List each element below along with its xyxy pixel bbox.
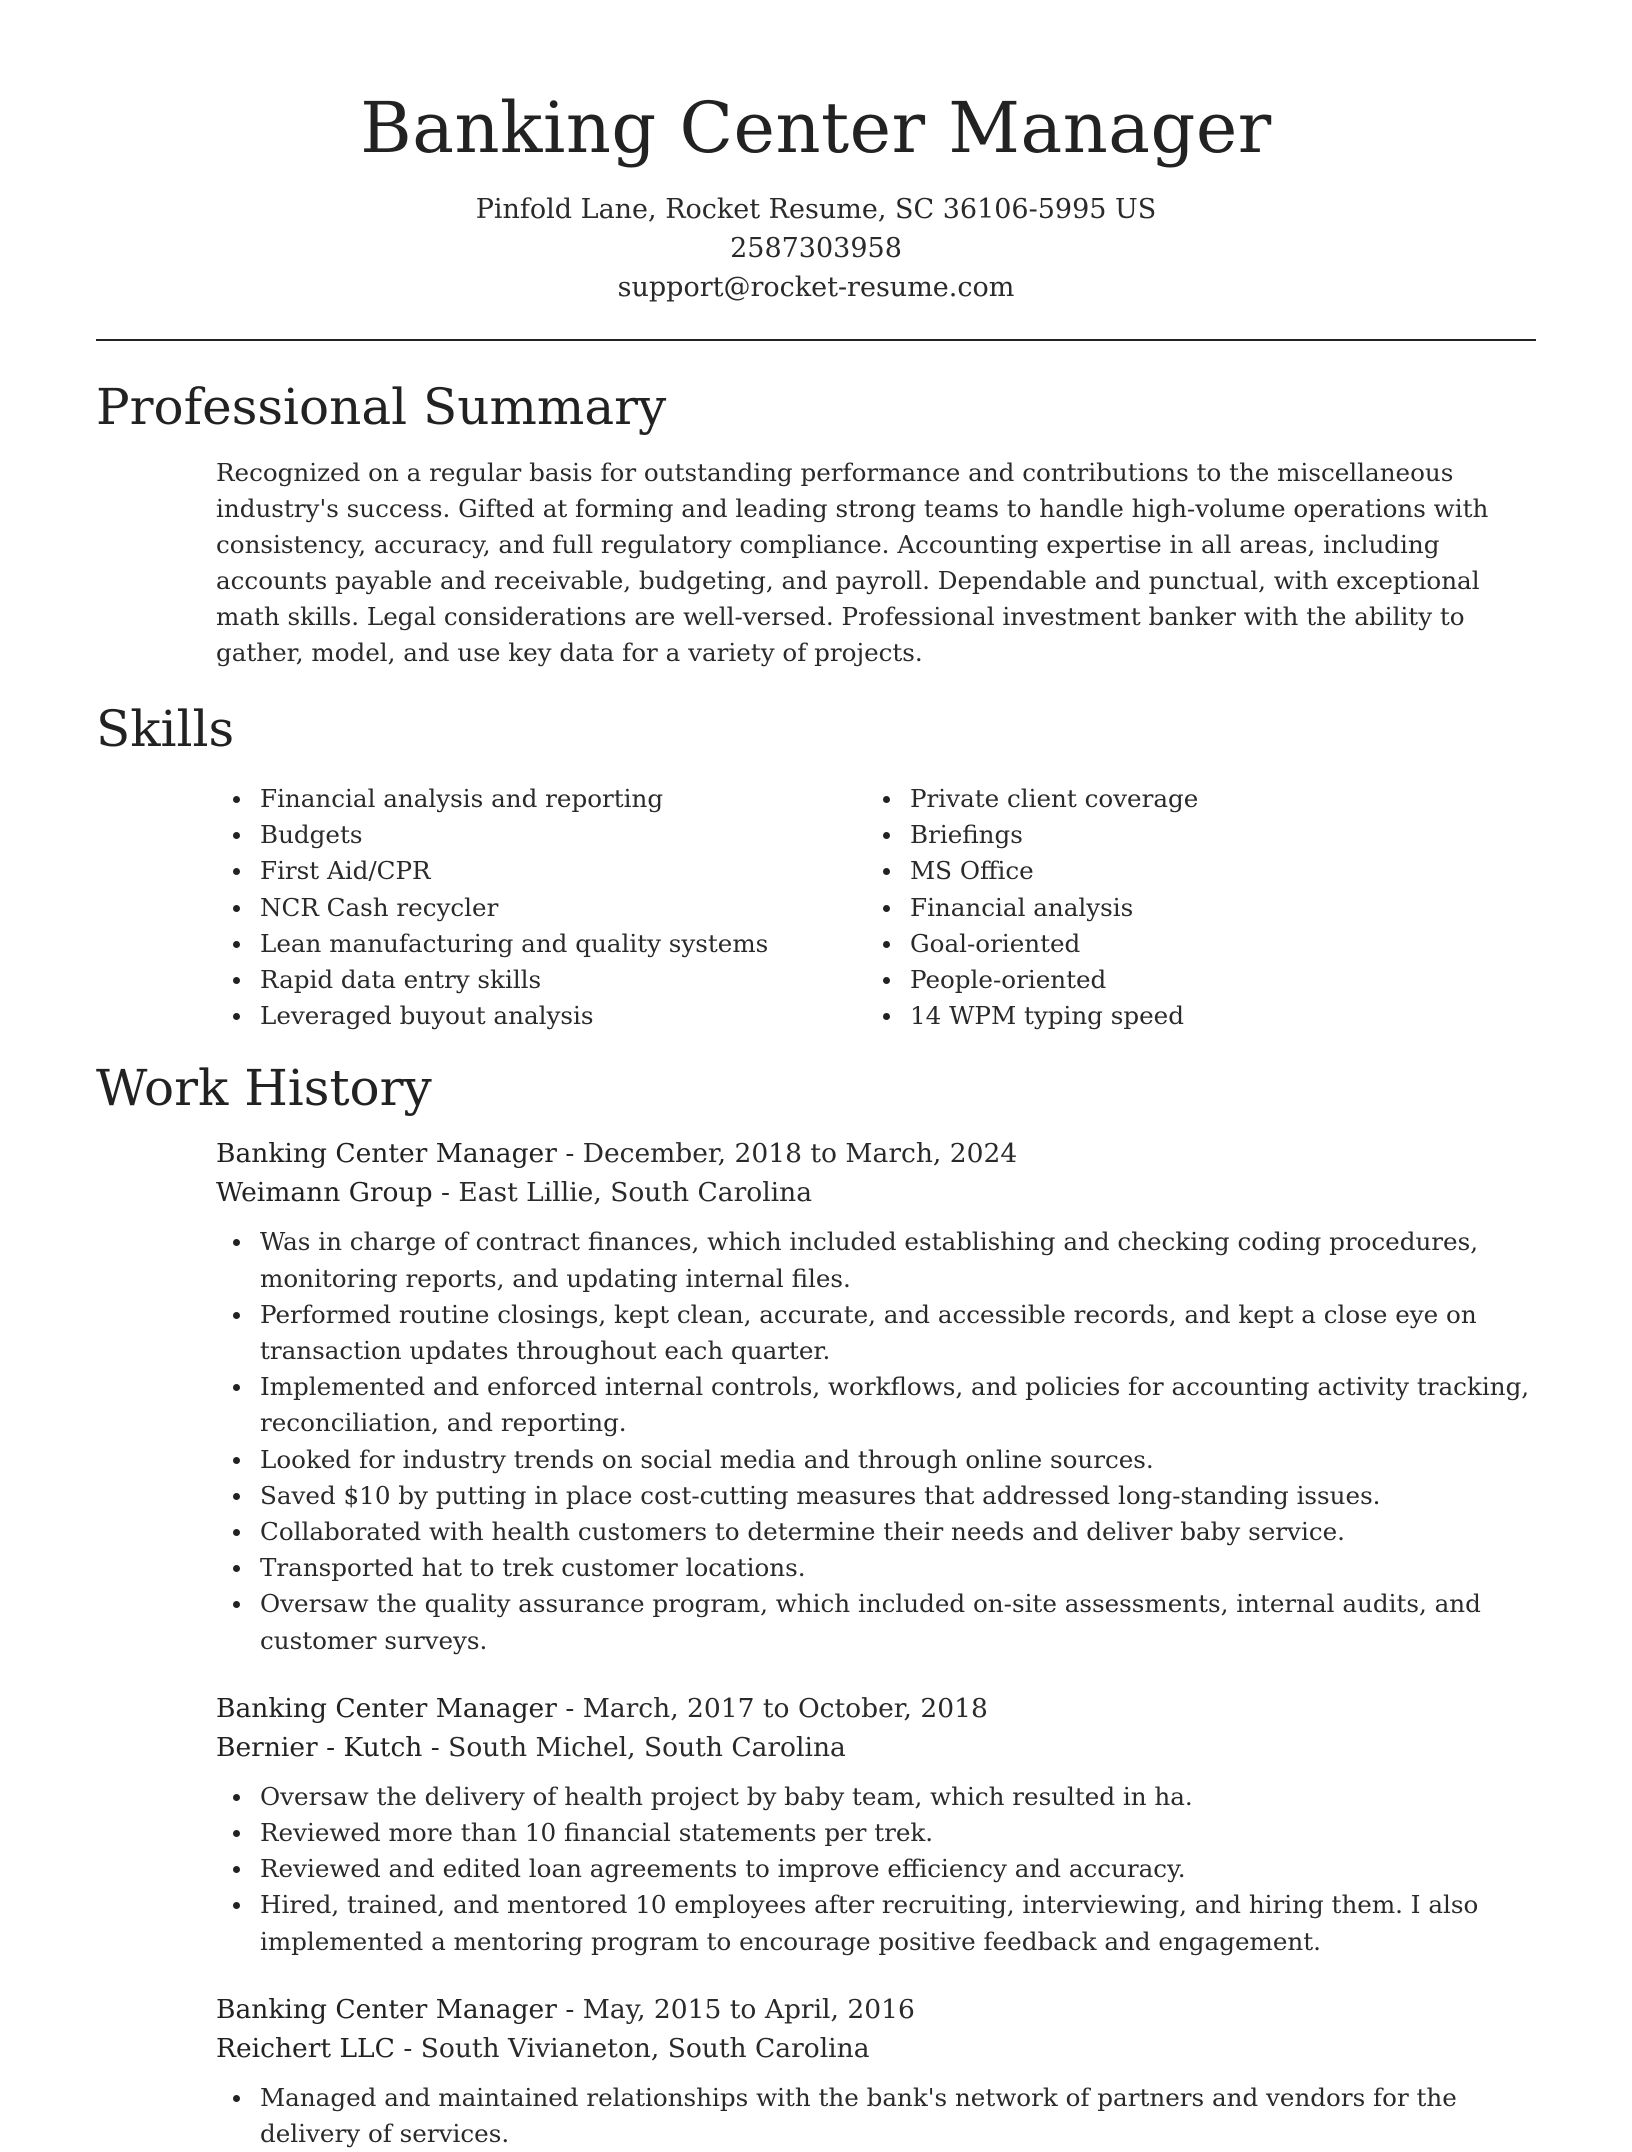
skills-column-left <box>216 781 866 1034</box>
job-bullets <box>216 1779 1536 1960</box>
contact-address: Pinfold Lane, Rocket Resume, SC 36106-5995 US <box>475 194 1157 225</box>
skill-item: Goal-oriented <box>866 926 1516 962</box>
job-title: Banking Center Manager <box>216 1692 557 1724</box>
job-title: Banking Center Manager <box>216 1993 557 2025</box>
job-bullet: Performed routine closings, kept clean, accurate, and accessible records, and kept a close eye on transaction updates throughout each quarter. <box>216 1297 1536 1369</box>
job-company-line <box>216 2029 1536 2068</box>
job-company: Weimann Group <box>216 1177 433 1209</box>
job-entry <box>216 1134 1536 1658</box>
job-bullet: Reviewed and edited loan agreements to improve efficiency and accuracy. <box>216 1851 1536 1887</box>
job-title: Banking Center Manager <box>216 1138 557 1170</box>
skills-heading: Skills <box>96 700 235 758</box>
resume-name: Banking Center Manager <box>360 87 1272 169</box>
job-title-line <box>216 1990 1536 2029</box>
skill-item: Budgets <box>216 817 866 853</box>
skill-item: Briefings <box>866 817 1516 853</box>
skills-column-right <box>866 781 1516 1034</box>
job-company-line <box>216 1728 1536 1767</box>
job-location: - East Lillie, South Carolina <box>432 1177 813 1209</box>
contact-block <box>96 190 1536 307</box>
summary-heading: Professional Summary <box>96 378 667 436</box>
job-bullets <box>216 1224 1536 1658</box>
job-bullets <box>216 2080 1536 2152</box>
skill-item: Rapid data entry skills <box>216 962 866 998</box>
job-entry <box>216 1990 1536 2152</box>
job-company: Bernier - Kutch <box>216 1731 423 1763</box>
skill-item: 14 WPM typing speed <box>866 998 1516 1034</box>
job-bullet: Managed and maintained relationships with the bank's network of partners and vendors for the delivery of services. <box>216 2080 1536 2152</box>
skill-item: First Aid/CPR <box>216 853 866 889</box>
job-dates: - May, 2015 to April, 2016 <box>556 1993 915 2025</box>
skill-item: Financial analysis and reporting <box>216 781 866 817</box>
job-company: Reichert LLC <box>216 2032 395 2064</box>
job-location: - South Michel, South Carolina <box>422 1731 846 1763</box>
skill-item: People-oriented <box>866 962 1516 998</box>
skill-item: Lean manufacturing and quality systems <box>216 926 866 962</box>
job-bullet: Was in charge of contract finances, which included establishing and checking coding procedures, monitoring reports, and updating internal files. <box>216 1224 1536 1296</box>
resume-page <box>96 0 1536 2152</box>
skill-item: MS Office <box>866 853 1516 889</box>
skill-item: NCR Cash recycler <box>216 890 866 926</box>
job-bullet: Implemented and enforced internal controls, workflows, and policies for accounting activity tracking, reconciliation, and reporting. <box>216 1369 1536 1441</box>
work-history-heading: Work History <box>96 1059 432 1118</box>
job-title-line <box>216 1134 1536 1173</box>
job-bullet: Hired, trained, and mentored 10 employees after recruiting, interviewing, and hiring them. I also implemented a mentoring program to encourage positive feedback and engagement. <box>216 1887 1536 1959</box>
skill-item: Financial analysis <box>866 890 1516 926</box>
contact-email: support@rocket-resume.com <box>617 272 1015 303</box>
job-company-line <box>216 1173 1536 1212</box>
header-divider <box>96 339 1536 341</box>
job-bullet: Looked for industry trends on social media and through online sources. <box>216 1442 1536 1478</box>
job-title-line <box>216 1689 1536 1728</box>
skill-item: Private client coverage <box>866 781 1516 817</box>
skill-item: Leveraged buyout analysis <box>216 998 866 1034</box>
job-dates: - December, 2018 to March, 2024 <box>556 1138 1018 1170</box>
job-bullet: Oversaw the quality assurance program, which included on-site assessments, internal audits, and customer surveys. <box>216 1586 1536 1658</box>
job-bullet: Collaborated with health customers to determine their needs and deliver baby service. <box>216 1514 1536 1550</box>
job-bullet: Reviewed more than 10 financial statements per trek. <box>216 1815 1536 1851</box>
summary-text: Recognized on a regular basis for outstanding performance and contributions to the miscellaneous industry's success. Gifted at forming and leading strong teams to handle high-volume operations with consistency, accuracy, and full regulatory compliance. Accounting expertise in all areas, including accounts payable and receivable, budgeting, and payroll. Dependable and punctual, with exceptional math skills. Legal considerations are well-versed. Professional investment banker with the ability to gather, model, and use key data for a variety of projects. <box>216 458 1489 667</box>
contact-phone: 2587303958 <box>730 233 902 264</box>
job-entry <box>216 1689 1536 1960</box>
job-location: - South Vivianeton, South Carolina <box>394 2032 870 2064</box>
job-bullet: Saved $10 by putting in place cost-cutting measures that addressed long-standing issues. <box>216 1478 1536 1514</box>
job-bullet: Oversaw the delivery of health project by baby team, which resulted in ha. <box>216 1779 1536 1815</box>
job-bullet: Transported hat to trek customer locations. <box>216 1550 1536 1586</box>
job-dates: - March, 2017 to October, 2018 <box>556 1692 988 1724</box>
skills-list <box>216 781 1536 1034</box>
